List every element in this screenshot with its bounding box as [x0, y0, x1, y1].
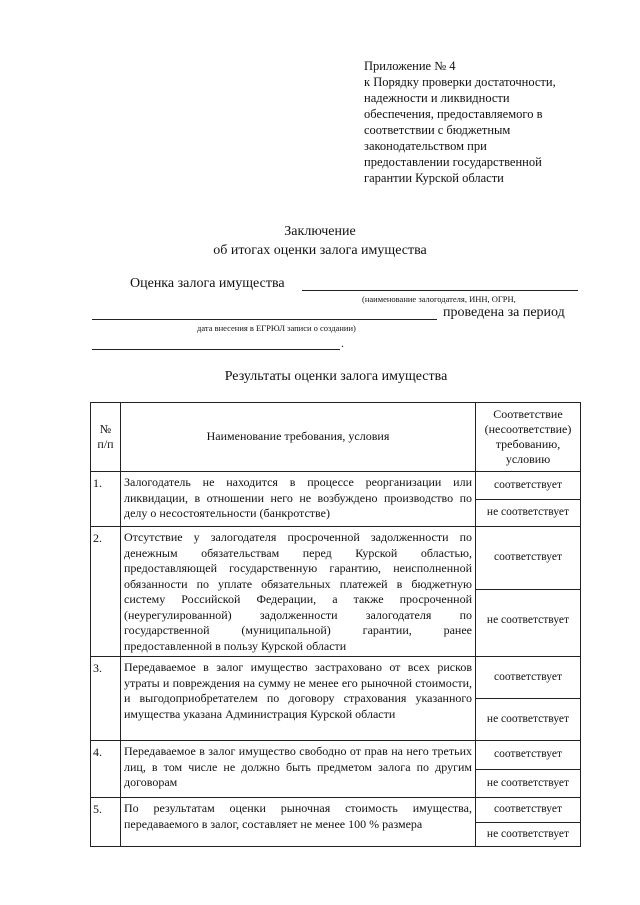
document-title: Заключение	[284, 224, 356, 239]
row-status	[476, 472, 581, 527]
status-noncompliant-option[interactable]: не соответствует	[486, 712, 570, 725]
row-status	[476, 741, 581, 798]
row-requirement: По результатам оценки рыночная стоимость имущества, передаваемого в залог, составляет не менее 100 % размера	[121, 798, 476, 847]
table-header-row	[91, 403, 581, 472]
status-noncompliant-option[interactable]: не соответствует	[486, 827, 570, 840]
row-requirement: Отсутствие у залогодателя просроченной задолженности по денежным обязательствам перед Курской областью, предоставляющей государственную гарантию, неисполненной обязанности по уплате обязательных платежей в бюджетную систему Российской Федерации, а также просроченной (неурегулированной) задолженности залогодателя по государственной (муниципальной) гарантии, ранее предоставленной в пользу Курской области	[121, 527, 476, 657]
row-requirement: Залогодатель не находится в процессе реорганизации или ликвидации, в отношении него не возбуждено производство по делу о несостоятельности (банкротстве)	[121, 472, 476, 527]
annex-line: гарантии Курской области	[364, 171, 504, 185]
pledger-caption: (наименование залогодателя, ИНН, ОГРН,	[362, 294, 516, 304]
row-number: 4.	[91, 741, 121, 798]
egrul-date-fill-line[interactable]	[92, 319, 437, 320]
table-row	[91, 527, 581, 657]
table-row	[91, 741, 581, 798]
status-compliant-option[interactable]: соответствует	[476, 657, 580, 699]
assessment-label: Оценка залога имущества	[130, 276, 285, 291]
table-row	[91, 798, 581, 847]
requirements-table	[90, 402, 581, 847]
table-row	[91, 472, 581, 527]
annex-line: Приложение № 4	[364, 59, 456, 73]
period-label: проведена за период	[443, 305, 565, 320]
annex-line: соответствии с бюджетным	[364, 123, 511, 137]
section-title: Результаты оценки залога имущества	[224, 369, 448, 384]
annex-line: обеспечения, предоставляемого в	[364, 107, 543, 121]
annex-line: надежности и ликвидности	[364, 91, 510, 105]
row-number: 5.	[91, 798, 121, 847]
status-compliant-option[interactable]: соответствует	[476, 472, 580, 500]
pledger-fill-line[interactable]	[302, 290, 578, 291]
row-status	[476, 527, 581, 657]
row-status	[476, 657, 581, 741]
end-mark: .	[341, 336, 344, 350]
row-requirement: Передаваемое в залог имущество застраховано от всех рисков утраты и повреждения на сумму не менее его рыночной стоимости, и выгодоприобретателем по договору страхования указанного имущества указана Администрация Курской области	[121, 657, 476, 741]
egrul-caption: дата внесения в ЕГРЮЛ записи о создании)	[197, 323, 356, 333]
table-row	[91, 657, 581, 741]
header-num: № п/п	[91, 403, 121, 472]
row-number: 2.	[91, 527, 121, 657]
document-subtitle: об итогах оценки залога имущества	[213, 243, 427, 258]
row-status	[476, 798, 581, 847]
status-noncompliant-option[interactable]: не соответствует	[486, 776, 570, 789]
period-fill-line[interactable]	[92, 349, 340, 350]
row-number: 3.	[91, 657, 121, 741]
row-requirement: Передаваемое в залог имущество свободно от прав на него третьих лиц, в том числе не должно быть предметом залога по другим договорам	[121, 741, 476, 798]
status-compliant-option[interactable]: соответствует	[476, 741, 580, 770]
annex-line: предоставлении государственной	[364, 155, 542, 169]
header-status: Соответствие (несоответствие) требованию, условию	[476, 403, 581, 472]
annex-header	[364, 58, 604, 186]
annex-line: законодательством при	[364, 139, 487, 153]
header-requirement: Наименование требования, условия	[121, 403, 476, 472]
annex-line: к Порядку проверки достаточности,	[364, 75, 556, 89]
status-noncompliant-option[interactable]: не соответствует	[486, 506, 570, 518]
status-compliant-option[interactable]: соответствует	[476, 527, 580, 590]
status-noncompliant-option[interactable]: не соответствует	[486, 613, 570, 626]
status-compliant-option[interactable]: соответствует	[476, 798, 580, 823]
row-number: 1.	[91, 472, 121, 527]
